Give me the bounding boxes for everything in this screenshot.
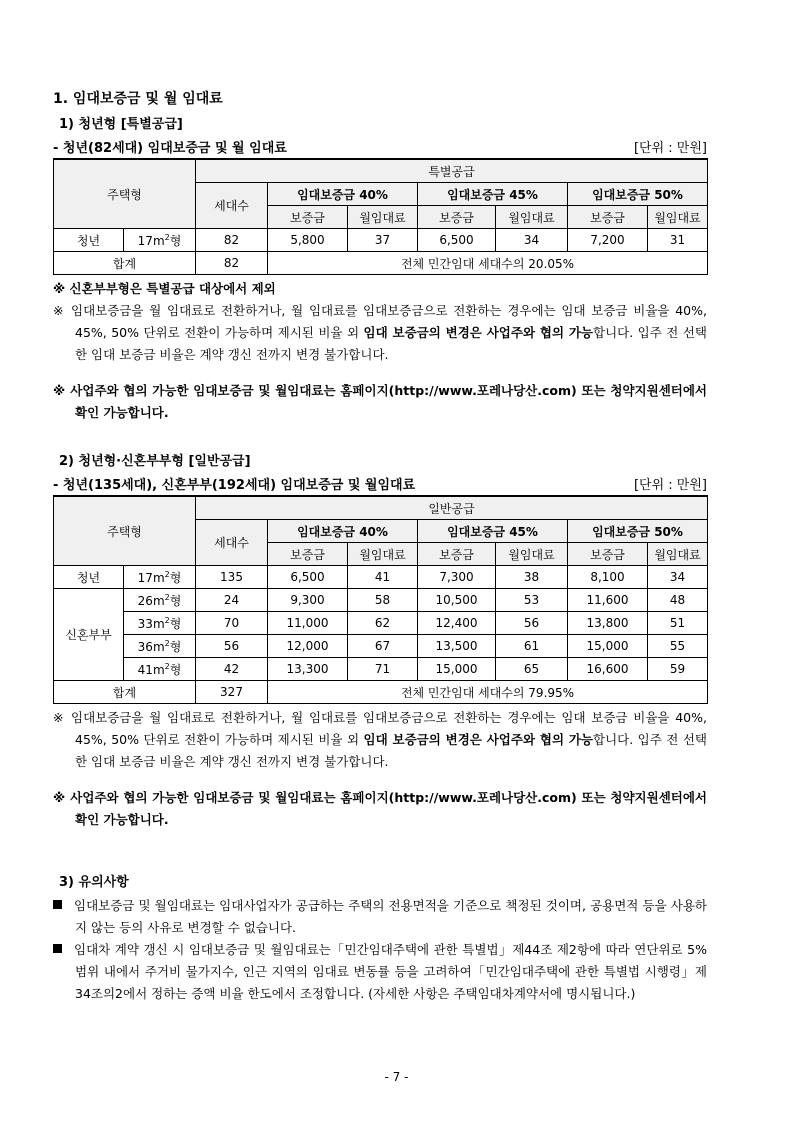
- cell-rent-50: 51: [648, 612, 708, 635]
- cell-rent-45: 53: [496, 589, 568, 612]
- cell-deposit-50: 15,000: [568, 635, 648, 658]
- table-row: [54, 658, 708, 681]
- cell-rent-50: 31: [648, 229, 708, 252]
- col-rent: 월임대료: [496, 543, 568, 566]
- document-page: [53, 88, 707, 1005]
- section2-title: 2) 청년형·신혼부부형 [일반공급]: [59, 454, 251, 469]
- cell-category: 신혼부부: [54, 589, 124, 681]
- cell-category: 청년: [54, 566, 124, 589]
- table1-title: - 청년(82세대) 임대보증금 및 월 임대료: [53, 141, 287, 156]
- cell-units: 56: [196, 635, 268, 658]
- cell-deposit-45: 7,300: [418, 566, 496, 589]
- total-row: [54, 681, 708, 704]
- cell-deposit-40: 11,000: [268, 612, 348, 635]
- cell-rent-40: 37: [348, 229, 418, 252]
- cell-rent-40: 62: [348, 612, 418, 635]
- page-number: - 7 -: [384, 1070, 409, 1084]
- col-units: 세대수: [196, 520, 268, 566]
- table2-title: - 청년(135세대), 신혼부부(192세대) 임대보증금 및 월임대료: [53, 478, 416, 493]
- cell-deposit-45: 6,500: [418, 229, 496, 252]
- note-excluded: ※ 신혼부부형은 특별공급 대상에서 제외: [53, 281, 276, 296]
- col-group-general: 일반공급: [196, 496, 708, 520]
- cell-category: 청년: [54, 229, 124, 252]
- cell-deposit-40: 13,300: [268, 658, 348, 681]
- col-housing: 주택형: [54, 159, 196, 229]
- table2-unit: [단위 : 만원]: [633, 478, 707, 493]
- col-rent: 월임대료: [348, 206, 418, 229]
- total-row: [54, 252, 708, 275]
- cell-rent-45: 38: [496, 566, 568, 589]
- total-label: 합계: [54, 681, 196, 704]
- col-deposit: 보증금: [568, 206, 648, 229]
- col-rent: 월임대료: [348, 543, 418, 566]
- cell-units: 70: [196, 612, 268, 635]
- cell-units: 82: [196, 229, 268, 252]
- note-conversion: ※ 임대보증금을 월 임대료로 전환하거나, 월 임대료를 임대보증금으로 전환하는 경우에는 임대 보증금 비율을 40%, 45%, 50% 단위로 전환이 가능하며 제시된 비율 외 임대 보증금의 변경은 사업주와 협의 가능합니다. 입주 전 선택한 임대 보증금 비율은 계약 갱신 전까지 변경 불가합니다.: [53, 710, 707, 769]
- table1-unit: [단위 : 만원]: [633, 141, 707, 156]
- cell-deposit-45: 12,400: [418, 612, 496, 635]
- cell-rent-40: 71: [348, 658, 418, 681]
- col-ratio-40: 임대보증금 40%: [268, 520, 418, 543]
- section1-title: 1) 청년형 [특별공급]: [59, 117, 183, 132]
- col-group-special: 특별공급: [196, 159, 708, 183]
- col-rent: 월임대료: [648, 206, 708, 229]
- cell-rent-50: 55: [648, 635, 708, 658]
- note-website: ※ 사업주와 협의 가능한 임대보증금 및 월임대료는 홈페이지(http://www.포레나당산.com) 또는 청약지원센터에서 확인 가능합니다.: [53, 383, 707, 420]
- table-row: [54, 635, 708, 658]
- total-units: 327: [196, 681, 268, 704]
- cell-type: $33m^2$형: [124, 612, 196, 635]
- col-deposit: 보증금: [568, 543, 648, 566]
- col-ratio-50: 임대보증금 50%: [568, 183, 708, 206]
- table-row: [54, 566, 708, 589]
- col-units: 세대수: [196, 183, 268, 229]
- section3-title: 3) 유의사항: [59, 875, 129, 890]
- col-ratio-45: 임대보증금 45%: [418, 520, 568, 543]
- cell-rent-50: 59: [648, 658, 708, 681]
- table-row: [54, 612, 708, 635]
- table-general-supply: [53, 495, 708, 704]
- cell-units: 135: [196, 566, 268, 589]
- cell-deposit-50: 8,100: [568, 566, 648, 589]
- cell-deposit-45: 15,000: [418, 658, 496, 681]
- table2-caption: [53, 474, 707, 493]
- col-rent: 월임대료: [648, 543, 708, 566]
- col-deposit: 보증금: [268, 543, 348, 566]
- col-ratio-50: 임대보증금 50%: [568, 520, 708, 543]
- cell-rent-40: 58: [348, 589, 418, 612]
- table-row: [54, 589, 708, 612]
- table1-caption: [53, 137, 707, 156]
- col-rent: 월임대료: [496, 206, 568, 229]
- cell-deposit-45: 13,500: [418, 635, 496, 658]
- bullet-item: 임대차 계약 갱신 시 임대보증금 및 월임대료는「민간임대주택에 관한 특별법」제44조 제2항에 따라 연단위로 5% 범위 내에서 주거비 물가지수, 인근 지역의 임대료 변동률 등을 고려하여「민간임대주택에 관한 특별법 시행령」제34조의2에서 정하는 증액 비율 한도에서 조정합니다. (자세한 사항은 주택임대차계약서에 명시됩니다.): [53, 939, 707, 1005]
- cell-deposit-50: 7,200: [568, 229, 648, 252]
- cell-rent-40: 67: [348, 635, 418, 658]
- cell-deposit-40: 12,000: [268, 635, 348, 658]
- cell-type: $17m^2$형: [124, 229, 196, 252]
- section-heading: 1. 임대보증금 및 월 임대료: [53, 91, 223, 107]
- cell-type: $36m^2$형: [124, 635, 196, 658]
- col-deposit: 보증금: [418, 543, 496, 566]
- col-ratio-45: 임대보증금 45%: [418, 183, 568, 206]
- cell-deposit-45: 10,500: [418, 589, 496, 612]
- cell-units: 42: [196, 658, 268, 681]
- col-deposit: 보증금: [418, 206, 496, 229]
- cell-rent-45: 34: [496, 229, 568, 252]
- cell-deposit-50: 16,600: [568, 658, 648, 681]
- cell-type: $17m^2$형: [124, 566, 196, 589]
- col-ratio-40: 임대보증금 40%: [268, 183, 418, 206]
- total-note: 전체 민간임대 세대수의 20.05%: [268, 252, 708, 275]
- total-units: 82: [196, 252, 268, 275]
- cell-type: $41m^2$형: [124, 658, 196, 681]
- note-website: ※ 사업주와 협의 가능한 임대보증금 및 월임대료는 홈페이지(http://www.포레나당산.com) 또는 청약지원센터에서 확인 가능합니다.: [53, 790, 707, 827]
- note-conversion: ※ 임대보증금을 월 임대료로 전환하거나, 월 임대료를 임대보증금으로 전환하는 경우에는 임대 보증금 비율을 40%, 45%, 50% 단위로 전환이 가능하며 제시된 비율 외 임대 보증금의 변경은 사업주와 협의 가능합니다. 입주 전 선택한 임대 보증금 비율은 계약 갱신 전까지 변경 불가합니다.: [53, 303, 707, 362]
- cell-rent-40: 41: [348, 566, 418, 589]
- cell-deposit-40: 5,800: [268, 229, 348, 252]
- cell-rent-50: 48: [648, 589, 708, 612]
- square-bullet-icon: [53, 900, 62, 909]
- total-note: 전체 민간임대 세대수의 79.95%: [268, 681, 708, 704]
- col-housing: 주택형: [54, 496, 196, 566]
- cell-type: $26m^2$형: [124, 589, 196, 612]
- total-label: 합계: [54, 252, 196, 275]
- col-deposit: 보증금: [268, 206, 348, 229]
- square-bullet-icon: [53, 944, 62, 953]
- cell-rent-45: 56: [496, 612, 568, 635]
- cell-deposit-50: 13,800: [568, 612, 648, 635]
- cell-units: 24: [196, 589, 268, 612]
- cell-rent-45: 65: [496, 658, 568, 681]
- bullet-item: 임대보증금 및 월임대료는 임대사업자가 공급하는 주택의 전용면적을 기준으로 책정된 것이며, 공용면적 등을 사용하지 않는 등의 사유로 변경할 수 없습니다.: [53, 895, 707, 939]
- cell-deposit-40: 9,300: [268, 589, 348, 612]
- cell-deposit-50: 11,600: [568, 589, 648, 612]
- cell-deposit-40: 6,500: [268, 566, 348, 589]
- table-special-supply: [53, 158, 708, 275]
- cell-rent-50: 34: [648, 566, 708, 589]
- table-row: [54, 229, 708, 252]
- cell-rent-45: 61: [496, 635, 568, 658]
